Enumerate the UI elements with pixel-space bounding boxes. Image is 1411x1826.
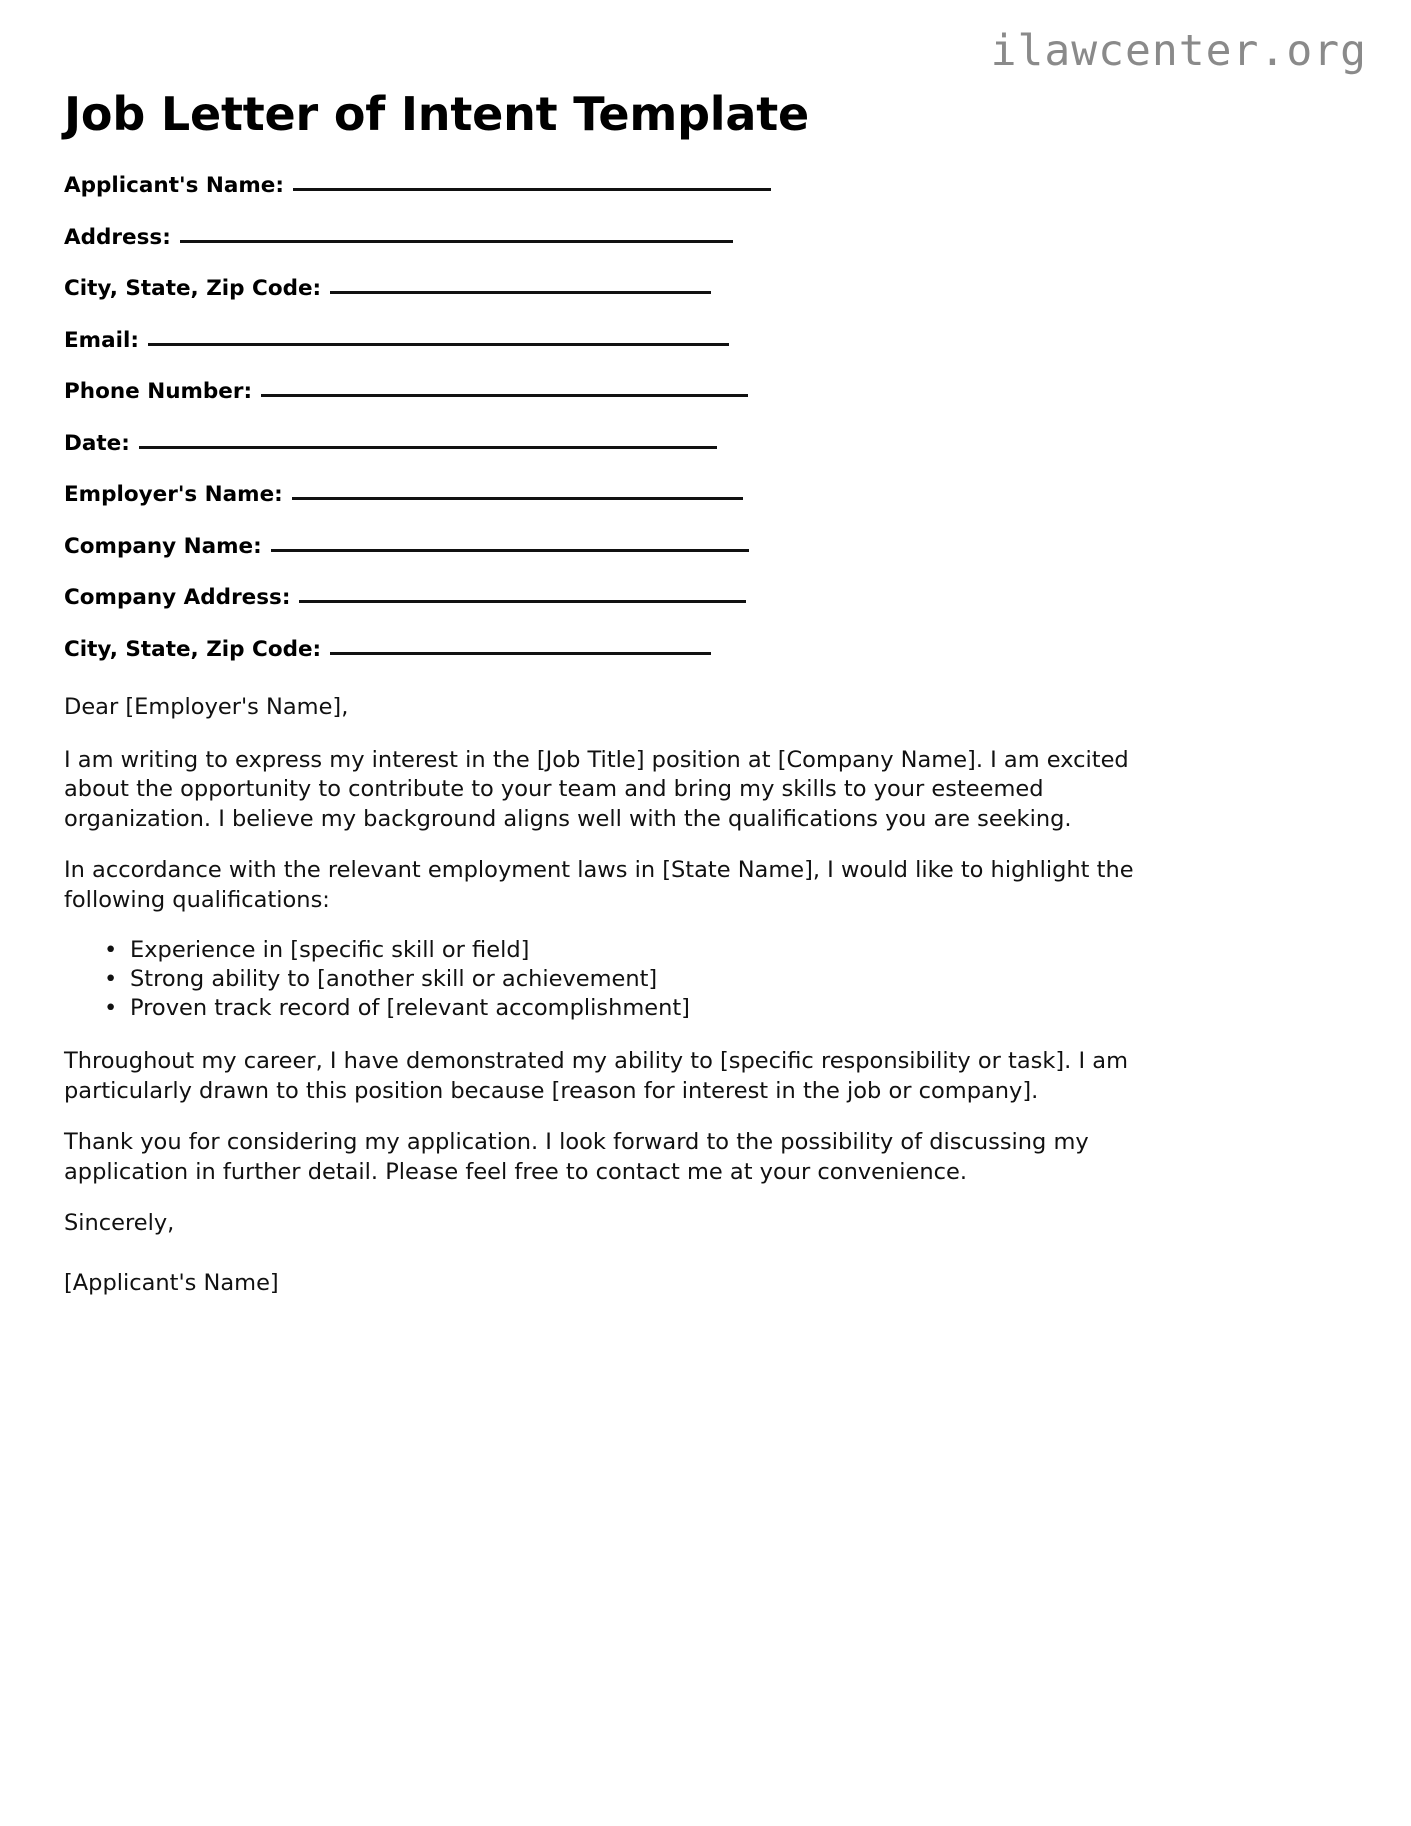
form-field-row xyxy=(64,170,1354,222)
letter-signature-name: [Applicant's Name] xyxy=(64,1269,279,1296)
site-watermark: ilawcenter.org xyxy=(990,26,1367,76)
form-field-label: Date: xyxy=(64,430,130,456)
form-field-blank[interactable] xyxy=(271,531,749,553)
form-field-row xyxy=(64,273,1354,325)
list-item xyxy=(104,965,1149,994)
form-field-label: Address: xyxy=(64,224,171,250)
form-field-blank[interactable] xyxy=(330,273,711,295)
form-field-row xyxy=(64,582,1354,634)
bullet-point-icon: • xyxy=(104,995,118,1021)
form-field-blank[interactable] xyxy=(292,479,743,501)
form-field-row xyxy=(64,634,1354,686)
letter-paragraph-2: In accordance with the relevant employment laws in [State Name], I would like to highlight the following qualifications: xyxy=(64,857,1134,913)
bullet-point-icon: • xyxy=(104,966,118,992)
form-field-row xyxy=(64,428,1354,480)
form-field-row xyxy=(64,531,1354,583)
list-item-label: Experience in [specific skill or field] xyxy=(130,937,530,963)
form-field-row xyxy=(64,479,1354,531)
page-title: Job Letter of Intent Template xyxy=(64,87,810,141)
letter-paragraph-3: Throughout my career, I have demonstrated my ability to [specific responsibility or task]. I am particularly drawn to this position because [reason for interest in the job or company]. xyxy=(64,1048,1128,1104)
letter-body xyxy=(64,693,1149,1298)
form-field-row xyxy=(64,376,1354,428)
form-field-label: Email: xyxy=(64,327,139,353)
list-item xyxy=(104,994,1149,1023)
letter-closing: Sincerely, xyxy=(64,1210,175,1236)
form-field-label: City, State, Zip Code: xyxy=(64,636,322,662)
form-field-blank[interactable] xyxy=(261,376,748,398)
form-field-blank[interactable] xyxy=(180,222,733,244)
qualifications-list xyxy=(64,936,1149,1023)
form-field-blank[interactable] xyxy=(293,170,771,192)
form-field-label: Employer's Name: xyxy=(64,482,283,507)
list-item xyxy=(104,936,1149,965)
form-field-label: Phone Number: xyxy=(64,379,253,404)
form-field-blank[interactable] xyxy=(330,634,711,656)
form-field-blank[interactable] xyxy=(139,428,717,450)
bullet-point-icon: • xyxy=(104,937,118,963)
form-field-label: City, State, Zip Code: xyxy=(64,276,322,301)
list-item-label: Proven track record of [relevant accomplishment] xyxy=(130,995,690,1021)
letter-paragraph-1: I am writing to express my interest in the [Job Title] position at [Company Name]. I am excited about the opportunity to contribute to your team and bring my skills to your esteemed organization. I believe my background aligns well with the qualifications you are seeking. xyxy=(64,746,1129,832)
letter-paragraph-4: Thank you for considering my application. I look forward to the possibility of discussing my application in further detail. Please feel free to contact me at your convenience. xyxy=(64,1129,1089,1185)
letter-salutation: Dear [Employer's Name], xyxy=(64,694,349,720)
form-field-label: Company Name: xyxy=(64,533,262,559)
list-item-label: Strong ability to [another skill or achievement] xyxy=(130,966,658,992)
form-field-row xyxy=(64,222,1354,274)
form-field-blank[interactable] xyxy=(299,582,746,604)
form-fields-list xyxy=(64,170,1354,685)
form-field-label: Company Address: xyxy=(64,585,291,610)
form-field-blank[interactable] xyxy=(148,325,729,347)
form-field-row xyxy=(64,325,1354,377)
form-field-label: Applicant's Name: xyxy=(64,173,284,198)
